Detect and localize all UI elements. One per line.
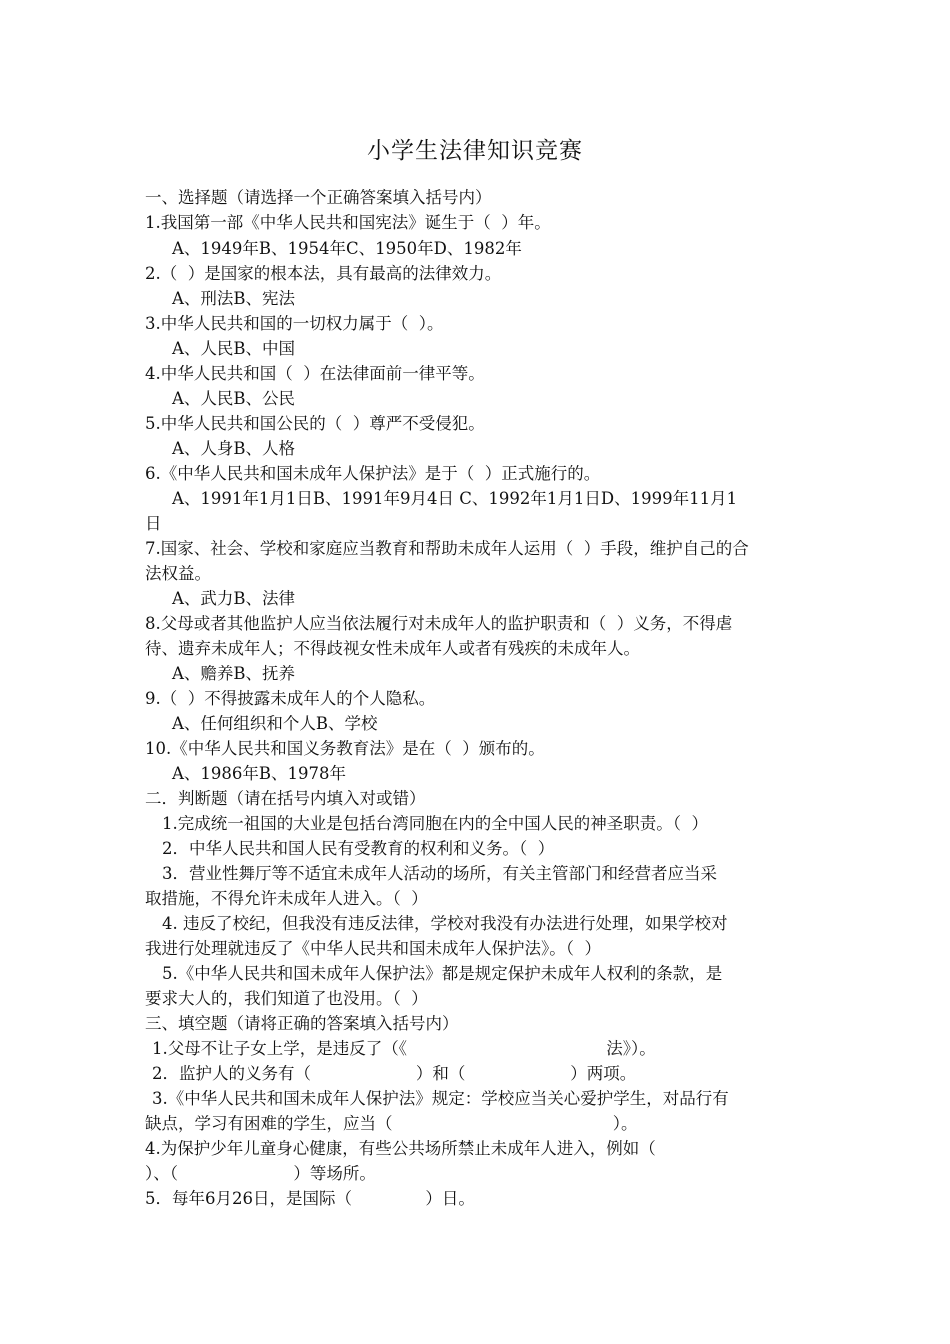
question-text: 5．每年6月26日，是国际（ ）日。 (145, 1189, 475, 1208)
answer-options: A、1991年1月1日B、1991年9月4日 C、1992年1月1日D、1999年11月1 (172, 489, 738, 508)
question-text: 9.（ ）不得披露未成年人的个人隐私。 (145, 689, 436, 708)
question-text: 1.完成统一祖国的大业是包括台湾同胞在内的全中国人民的神圣职责。（ ） (162, 814, 708, 833)
question-text-continued: 取措施，不得允许未成年人进入。（ ） (145, 889, 428, 908)
question-text-continued: 法权益。 (145, 564, 211, 583)
answer-options: A、1949年B、1954年C、1950年D、1982年 (172, 239, 522, 258)
question-text-continued: ）、（ ）等场所。 (145, 1164, 376, 1183)
page-title: 小学生法律知识竞赛 (367, 138, 583, 164)
question-text: 7.国家、社会、学校和家庭应当教育和帮助未成年人运用（ ）手段，维护自己的合 (145, 539, 749, 558)
question-text: 2．监护人的义务有（ ）和（ ）两项。 (152, 1064, 637, 1083)
question-text: 8.父母或者其他监护人应当依法履行对未成年人的监护职责和（ ）义务，不得虐 (145, 614, 733, 633)
answer-options: A、赡养B、抚养 (172, 664, 296, 683)
question-text: 3.中华人民共和国的一切权力属于（ ）。 (145, 314, 444, 333)
answer-options: A、刑法B、宪法 (172, 289, 296, 308)
question-text: 6.《中华人民共和国未成年人保护法》是于（ ）正式施行的。 (145, 464, 601, 483)
question-text: 2.（ ）是国家的根本法，具有最高的法律效力。 (145, 264, 502, 283)
section-heading-choice: 一、选择题（请选择一个正确答案填入括号内） (145, 188, 492, 207)
question-text: 3.《中华人民共和国未成年人保护法》规定：学校应当关心爱护学生，对品行有 (152, 1089, 729, 1108)
question-text: 5.《中华人民共和国未成年人保护法》都是规定保护未成年人权利的条款，是 (162, 964, 723, 983)
question-text: 4.中华人民共和国（ ）在法律面前一律平等。 (145, 364, 485, 383)
answer-options: A、人身B、人格 (172, 439, 296, 458)
question-text: 4. 违反了校纪，但我没有违反法律，学校对我没有办法进行处理，如果学校对 (162, 914, 728, 933)
answer-options: A、人民B、公民 (172, 389, 296, 408)
section-heading-fill-in: 三、填空题（请将正确的答案填入括号内） (145, 1014, 459, 1033)
answer-options: A、人民B、中国 (172, 339, 296, 358)
question-text-continued: 待、遗弃未成年人；不得歧视女性未成年人或者有残疾的未成年人。 (145, 639, 640, 658)
question-text-continued: 我进行处理就违反了《中华人民共和国未成年人保护法》。（ ） (145, 939, 601, 958)
question-text: 5.中华人民共和国公民的（ ）尊严不受侵犯。 (145, 414, 485, 433)
answer-options: A、1986年B、1978年 (172, 764, 347, 783)
question-text: 4.为保护少年儿童身心健康，有些公共场所禁止未成年人进入，例如（ (145, 1139, 656, 1158)
question-text-continued: 要求大人的，我们知道了也没用。（ ） (145, 989, 428, 1008)
question-text: 2．中华人民共和国人民有受教育的权利和义务。（ ） (162, 839, 555, 858)
question-text-continued: 缺点，学习有困难的学生，应当（ ）。 (145, 1114, 638, 1133)
answer-options: A、任何组织和个人B、学校 (172, 714, 378, 733)
question-text: 10.《中华人民共和国义务教育法》是在（ ）颁布的。 (145, 739, 545, 758)
answer-options: A、武力B、法律 (172, 589, 296, 608)
question-text: 1.父母不让子女上学，是违反了（《 法》）。 (152, 1039, 656, 1058)
answer-options-continued: 日 (145, 514, 162, 533)
question-text: 1.我国第一部《中华人民共和国宪法》诞生于（ ）年。 (145, 213, 551, 232)
section-heading-judgement: 二．判断题（请在括号内填入对或错） (145, 789, 426, 808)
question-text: 3．营业性舞厅等不适宜未成年人活动的场所，有关主管部门和经营者应当采 (162, 864, 717, 883)
